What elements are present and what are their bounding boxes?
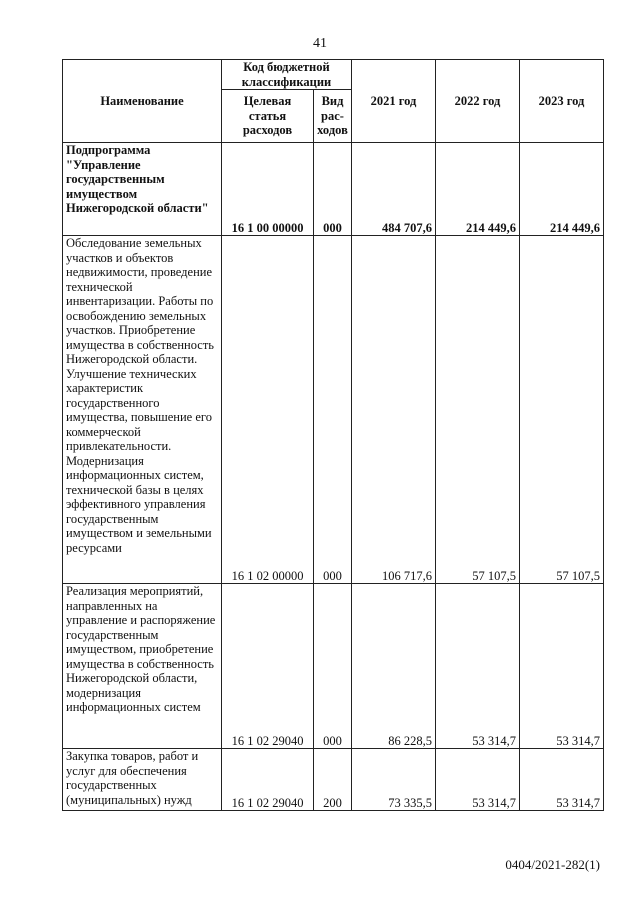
row-kind: 000 (314, 236, 352, 584)
header-2023: 2023 год (520, 60, 604, 143)
row-2023: 53 314,7 (520, 749, 604, 811)
row-kind: 200 (314, 749, 352, 811)
row-2023: 53 314,7 (520, 584, 604, 749)
table-row (63, 749, 604, 811)
row-2022: 57 107,5 (436, 236, 520, 584)
table-row (63, 584, 604, 749)
row-code: 16 1 02 00000 (222, 236, 314, 584)
row-name: Обследование земельных участков и объектов недвижимости, проведение технической инвентаризации. Работы по освобождению земельных участков. Приобретение имущества в собственность Нижегородской области. Улучшение технических характеристик государственного имущества, повышение его коммерческой привлекательности. Модернизация информационных систем, технической базы в целях эффективного управления государственным имуществом и земельными ресурсами (63, 236, 222, 584)
document-code: 0404/2021-282(1) (505, 857, 600, 872)
row-code: 16 1 02 29040 (222, 584, 314, 749)
header-2022: 2022 год (436, 60, 520, 143)
row-2022: 53 314,7 (436, 749, 520, 811)
row-kind: 000 (314, 584, 352, 749)
page-number: 41 (313, 36, 327, 51)
row-2023: 57 107,5 (520, 236, 604, 584)
header-classification: Код бюджетной классификации (222, 60, 352, 90)
row-code: 16 1 02 29040 (222, 749, 314, 811)
row-2022: 53 314,7 (436, 584, 520, 749)
row-2021: 73 335,5 (352, 749, 436, 811)
row-name: Подпрограмма "Управление государственным имуществом Нижегородской области" (63, 143, 222, 236)
table-row (63, 143, 604, 236)
header-2021: 2021 год (352, 60, 436, 143)
row-2021: 106 717,6 (352, 236, 436, 584)
row-code: 16 1 00 00000 (222, 143, 314, 236)
row-name: Закупка товаров, работ и услуг для обеспечения государственных (муниципальных) нужд (63, 749, 222, 811)
row-name: Реализация мероприятий, направленных на управление и распоряжение государственным имуществом, приобретение имущества в собственность Нижегородской области, модернизация информационных систем (63, 584, 222, 749)
header-name: Наименование (63, 60, 222, 143)
table-row (63, 236, 604, 584)
header-kind: Вид рас-ходов (314, 90, 352, 143)
row-2021: 484 707,6 (352, 143, 436, 236)
row-2021: 86 228,5 (352, 584, 436, 749)
row-2023: 214 449,6 (520, 143, 604, 236)
budget-table (62, 59, 604, 811)
row-kind: 000 (314, 143, 352, 236)
header-target: Целевая статья расходов (222, 90, 314, 143)
row-2022: 214 449,6 (436, 143, 520, 236)
